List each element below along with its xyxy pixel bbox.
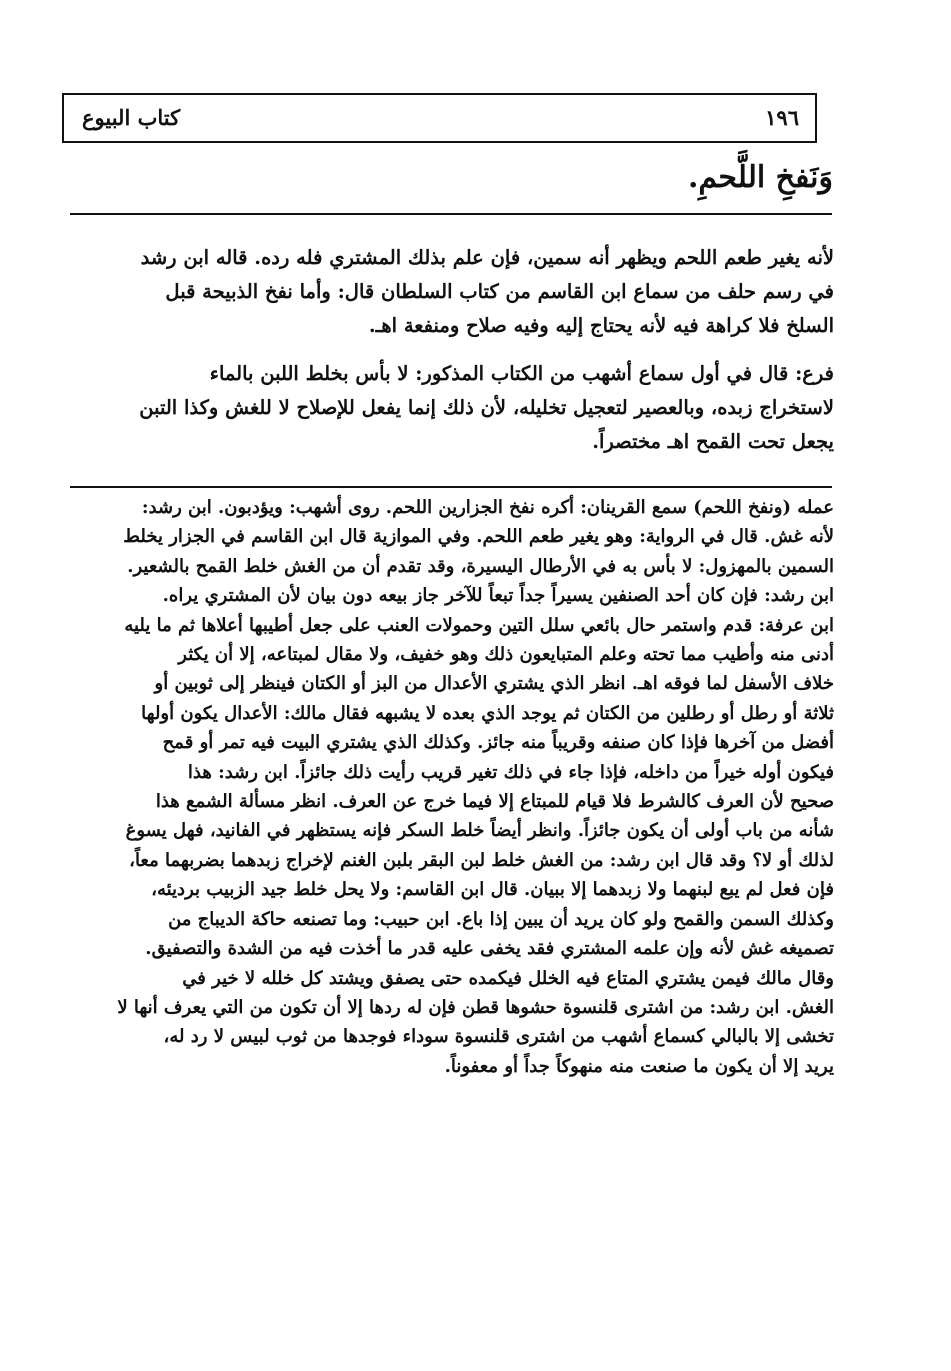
commentary-paragraph-2 [74,357,834,459]
page-header [62,93,817,143]
footnote-line: أدنى منه وأطيب مما تحته وعلم المتبايعون ذلك وهو خفيف، ولا مقال لمبتاعه، إلا أن يكثر [178,644,834,666]
book-title: كتاب البيوع [82,105,181,130]
page-number: ١٩٦ [765,105,799,130]
footnote-line: صحيح لأن العرف كالشرط فلا قيام للمبتاع إلا فيما خرج عن العرف. انظر مسألة الشمع هذا [155,791,834,813]
divider-top [70,213,832,215]
footnote-line: عمله (ونفخ اللحم) سمع القرينان: أكره نفخ الجزارين اللحم. روى أشهب: ويؤدبون. ابن رشد: [141,497,834,518]
commentary-line: لأنه يغير طعم اللحم ويظهر أنه سمين، فإن علم بذلك المشتري فله رده. قاله ابن رشد [140,246,834,269]
footnote-line: ثلاثة أو رطل أو رطلين من الكتان ثم يوجد الذي بعده لا يشبهه فقال مالك: الأعدال يكون أولها [141,702,834,724]
matn-text: وَنَفخِ اللَّحمِ. [687,160,833,195]
footnote-block [74,493,834,1081]
footnote-line: السمين بالمهزول: لا بأس به في الأرطال اليسيرة، وقد تقدم أن من الغش خلط القمح بالشعير. [127,555,834,577]
footnote-line: لذلك أو لا؟ وقد قال ابن رشد: من الغش خلط لبن البقر بلبن الغنم لإخراج زبدهما بضربهما معاً، [129,849,834,871]
commentary-line: السلخ فلا كراهة فيه لأنه يحتاج إليه وفيه صلاح ومنفعة اهـ. [368,314,834,337]
divider-bottom [70,486,832,488]
footnote-line: الغش. ابن رشد: من اشترى قلنسوة حشوها قطن فإن له ردها إلا أن تكون من التي يعرف أنها لا [117,996,834,1018]
footnote-line: لأنه غش. قال في الرواية: وهو يغير طعم اللحم. وفي الموازية قال ابن القاسم في الجزار يخلط [123,526,834,548]
commentary-line: يجعل تحت القمح اهـ مختصراً. [592,430,834,453]
footnote-line: فإن فعل لم يبع لبنهما ولا زبدهما إلا ببيان. قال ابن القاسم: ولا يحل خلط جيد الزبيب برديئه، [151,879,834,901]
commentary-line: في رسم حلف من سماع ابن القاسم من كتاب السلطان قال: وأما نفخ الذبيحة قبل [165,280,834,303]
footnote-line: فيكون أوله خيراً من داخله، فإذا جاء في ذلك تغير قريب رأيت ذلك جائزاً. ابن رشد: هذا [187,761,834,783]
footnote-line: ابن رشد: فإن كان أحد الصنفين يسيراً جداً تبعاً للآخر جاز بيعه دون بيان لأن المشتري يراه. [162,585,834,607]
footnote-line: وقال مالك فيمن يشتري المتاع فيه الخلل فيكمده حتى يصفق ويشتد كل خلله لا خير في [182,967,834,989]
footnote-line: أفضل من آخرها فإذا كان صنفه وقريباً منه جائز. وكذلك الذي يشتري البيت فيه تمر أو قمح [162,732,834,754]
footnote-line: يريد إلا أن يكون ما صنعت منه منهوكاً جداً أو معفوناً. [444,1055,834,1077]
footnote-line: شأنه من باب أولى أن يكون جائزاً. وانظر أيضاً خلط السكر فإنه يستظهر في الفانيد، فهل يسوغ [125,820,834,842]
footnote-line: تصميغه غش لأنه وإن علمه المشتري فقد يخفى عليه قدر ما أخذت فيه من الشدة والتصفيق. [145,938,834,960]
commentary-paragraph-1 [74,241,834,343]
footnote-line: خلاف الأسفل لما فوقه اهـ. انظر الذي يشتري الأعدال من البز أو الكتان فينظر إلى ثوبين أو [154,673,834,695]
footnote-line: وكذلك السمن والقمح ولو كان يريد أن يبين إذا باع. ابن حبيب: وما تصنعه حاكة الديباج من [168,908,834,930]
footnote-line: ابن عرفة: قدم واستمر حال بائعي سلل التين وحمولات العنب على جعل أطيبها أعلاها ثم ما يليه [124,614,834,636]
footnote-line: تخشى إلا بالبالي كسماع أشهب من اشترى قلنسوة سوداء فوجدها من ثوب لبيس لا رد له، [163,1026,834,1048]
commentary-line: لاستخراج زبده، وبالعصير لتعجيل تخليله، لأن ذلك إنما يفعل للإصلاح لا للغش وكذا التبن [139,396,834,419]
commentary-line: فرع: قال في أول سماع أشهب من الكتاب المذكور: لا بأس بخلط اللبن بالماء [209,362,834,385]
